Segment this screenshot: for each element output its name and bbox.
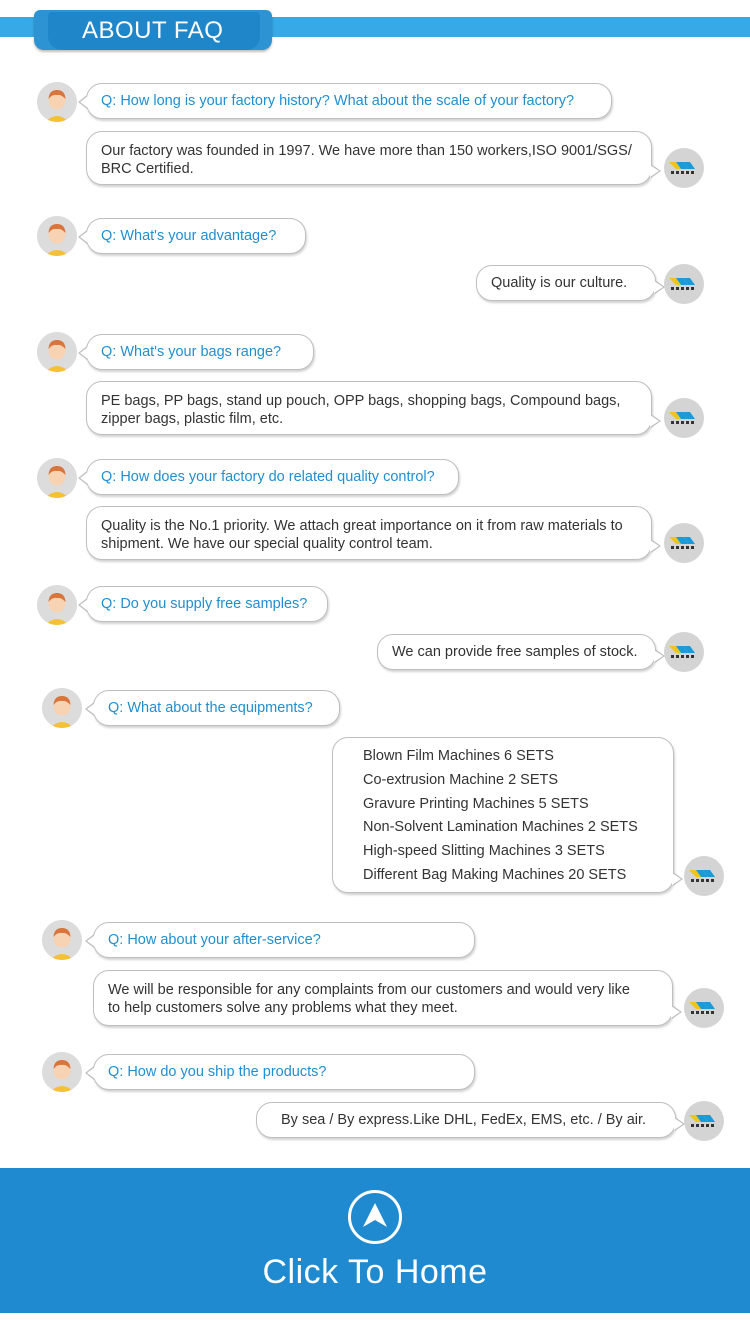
- company-logo-icon: [684, 988, 724, 1028]
- company-logo-icon: [664, 632, 704, 672]
- answer-bubble: [377, 634, 656, 670]
- answer-bubble: [86, 131, 652, 185]
- answer-bubble: [256, 1102, 676, 1138]
- question-text: Q: How do you ship the products?: [108, 1064, 327, 1080]
- question-bubble: [93, 1054, 475, 1090]
- company-logo-icon: [684, 856, 724, 896]
- answer-line: to help customers solve any problems what they meet.: [108, 1000, 458, 1016]
- question-text: Q: Do you supply free samples?: [101, 596, 308, 612]
- equipment-item: Blown Film Machines 6 SETS: [363, 748, 554, 764]
- company-logo-icon: [664, 264, 704, 304]
- answer-line: zipper bags, plastic film, etc.: [101, 411, 284, 427]
- customer-avatar-icon: [37, 82, 77, 122]
- answer-line: Quality is our culture.: [491, 275, 628, 291]
- answer-bubble: [332, 737, 674, 893]
- question-bubble: [86, 218, 306, 254]
- question-text: Q: What's your bags range?: [101, 344, 282, 360]
- answer-line: PE bags, PP bags, stand up pouch, OPP bags, shopping bags, Compound bags,: [101, 393, 621, 409]
- customer-avatar-icon: [42, 920, 82, 960]
- equipment-item: Gravure Printing Machines 5 SETS: [363, 795, 589, 812]
- question-text: Q: What about the equipments?: [108, 700, 313, 716]
- customer-avatar-icon: [42, 1052, 82, 1092]
- answer-line: We can provide free samples of stock.: [392, 644, 638, 660]
- answer-line: Quality is the No.1 priority. We attach great importance on it from raw materials to: [101, 518, 623, 534]
- question-bubble: [93, 690, 340, 726]
- equipment-item: High-speed Slitting Machines 3 SETS: [363, 843, 605, 860]
- customer-avatar-icon: [37, 216, 77, 256]
- question-bubble: [86, 83, 612, 119]
- company-logo-icon: [664, 398, 704, 438]
- question-bubble: [86, 334, 314, 370]
- company-logo-icon: [664, 523, 704, 563]
- customer-avatar-icon: [37, 585, 77, 625]
- equipment-item: Non-Solvent Lamination Machines 2 SETS: [363, 819, 638, 836]
- answer-line: BRC Certified.: [101, 161, 194, 177]
- company-logo-icon: [684, 1101, 724, 1141]
- equipment-item: Different Bag Making Machines 20 SETS: [363, 866, 627, 883]
- page-title: ABOUT FAQ: [82, 17, 224, 44]
- answer-bubble: [86, 381, 652, 435]
- question-text: Q: What's your advantage?: [101, 228, 277, 244]
- answer-line: By sea / By express.Like DHL, FedEx, EMS, etc. / By air.: [281, 1112, 647, 1128]
- answer-bubble: [93, 970, 673, 1026]
- customer-avatar-icon: [37, 458, 77, 498]
- answer-line: Our factory was founded in 1997. We have more than 150 workers,ISO 9001/SGS/: [101, 143, 632, 159]
- answer-bubble: [86, 506, 652, 560]
- question-bubble: [86, 586, 328, 622]
- answer-line: shipment. We have our special quality control team.: [101, 536, 433, 552]
- equipment-item: Co-extrusion Machine 2 SETS: [363, 771, 559, 788]
- question-bubble: [86, 459, 459, 495]
- customer-avatar-icon: [42, 688, 82, 728]
- question-bubble: [93, 922, 475, 958]
- company-logo-icon: [664, 148, 704, 188]
- question-text: Q: How does your factory do related quality control?: [101, 469, 435, 485]
- home-link[interactable]: Click To Home: [262, 1253, 488, 1291]
- answer-line: We will be responsible for any complaints from our customers and would very like: [108, 982, 630, 998]
- customer-avatar-icon: [37, 332, 77, 372]
- question-text: Q: How long is your factory history? What about the scale of your factory?: [101, 93, 575, 109]
- home-arrow-icon[interactable]: [348, 1190, 402, 1244]
- question-text: Q: How about your after-service?: [108, 932, 321, 948]
- answer-bubble: [476, 265, 656, 301]
